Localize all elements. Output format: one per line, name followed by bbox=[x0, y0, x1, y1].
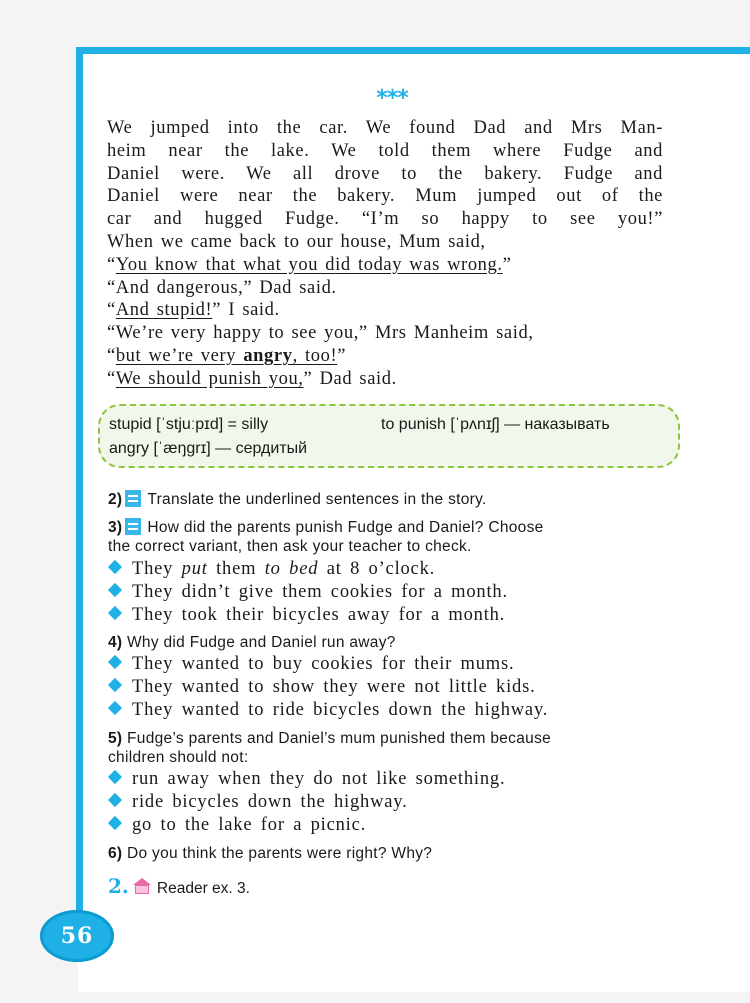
bold-word: angry bbox=[243, 345, 293, 366]
option-text: They didn’t give them cookies for a month. bbox=[132, 582, 508, 602]
story-line: We jumped into the car. We found Dad and Mrs Man- bbox=[107, 118, 663, 138]
option-item bbox=[108, 815, 366, 836]
quote-mark: ” bbox=[337, 345, 347, 366]
option-item bbox=[108, 769, 505, 790]
task-2 bbox=[108, 490, 487, 509]
task-instruction: Why did Fudge and Daniel run away? bbox=[127, 634, 396, 651]
diamond-bullet-icon bbox=[108, 606, 122, 620]
page-number-badge bbox=[40, 910, 114, 962]
option-text: They wanted to ride bicycles down the highway. bbox=[132, 700, 549, 720]
frame-top-border bbox=[76, 47, 750, 54]
story-line bbox=[107, 254, 663, 277]
diamond-bullet-icon bbox=[108, 678, 122, 692]
quote-mark: ” bbox=[502, 254, 512, 275]
task-number: 4) bbox=[108, 634, 123, 651]
option-text: them bbox=[207, 559, 265, 579]
vocab-stupid: stupid [ˈstjuːpɪd] = silly bbox=[109, 416, 269, 433]
task-3-line-2: the correct variant, then ask your teacher to check. bbox=[108, 538, 472, 555]
task-instruction: Do you think the parents were right? Why? bbox=[127, 845, 433, 862]
underlined-sentence: You know that what you did today was wrong. bbox=[115, 254, 503, 275]
textbook-icon bbox=[125, 490, 141, 507]
option-text: They bbox=[132, 559, 182, 579]
exercise-text: Reader ex. 3. bbox=[156, 880, 250, 897]
frame-left-border bbox=[76, 47, 83, 932]
task-number: 5) bbox=[108, 730, 123, 747]
underlined-sentence bbox=[116, 346, 337, 366]
option-text: They took their bicycles away for a month. bbox=[132, 605, 506, 625]
task-instruction: How did the parents punish Fudge and Daniel? Choose bbox=[147, 519, 544, 536]
italic-text: to bed bbox=[264, 559, 319, 579]
option-text: at 8 o’clock. bbox=[318, 559, 436, 579]
reader-house-icon bbox=[133, 878, 151, 894]
diamond-bullet-icon bbox=[108, 583, 122, 597]
story-line: “And dangerous,” Dad said. bbox=[107, 277, 337, 298]
task-5-line-2: children should not: bbox=[108, 749, 249, 766]
story-line: car and hugged Fudge. “I’m so happy to see you!” bbox=[107, 209, 663, 230]
option-text: run away when they do not like something. bbox=[132, 769, 506, 789]
task-number: 6) bbox=[108, 845, 123, 862]
task-number: 3) bbox=[108, 519, 123, 536]
story-line bbox=[107, 299, 663, 322]
option-text: They wanted to show they were not little kids. bbox=[132, 677, 536, 697]
task-6 bbox=[108, 845, 432, 863]
option-item bbox=[108, 559, 435, 580]
option-item bbox=[108, 792, 408, 813]
diamond-bullet-icon bbox=[108, 770, 122, 784]
story-line bbox=[107, 345, 663, 368]
quote-mark: “ bbox=[107, 254, 116, 275]
story-text-rest: ” Dad said. bbox=[303, 368, 397, 389]
option-item bbox=[108, 677, 536, 698]
option-text: ride bicycles down the highway. bbox=[132, 792, 408, 812]
underlined-part: but we’re very bbox=[115, 345, 244, 366]
vocab-punish: to punish [ˈpʌnɪʃ] — наказывать bbox=[381, 416, 610, 433]
diamond-bullet-icon bbox=[108, 816, 122, 830]
underlined-part: , too! bbox=[292, 345, 338, 366]
exercise-number: 2. bbox=[108, 874, 129, 898]
diamond-bullet-icon bbox=[108, 701, 122, 715]
vocabulary-box bbox=[98, 404, 680, 468]
task-3 bbox=[108, 518, 544, 537]
story-text bbox=[107, 117, 663, 391]
task-5 bbox=[108, 730, 551, 748]
option-text: They wanted to buy cookies for their mums. bbox=[132, 654, 515, 674]
task-instruction: Translate the underlined sentences in the story. bbox=[147, 491, 487, 508]
section-separator: *** bbox=[376, 86, 408, 111]
option-item bbox=[108, 700, 548, 721]
underlined-sentence: We should punish you, bbox=[115, 368, 304, 389]
underlined-sentence: And stupid! bbox=[115, 300, 213, 321]
story-line: When we came back to our house, Mum said, bbox=[107, 231, 486, 252]
story-line bbox=[107, 368, 663, 391]
story-line: “We’re very happy to see you,” Mrs Manheim said, bbox=[107, 323, 534, 344]
diamond-bullet-icon bbox=[108, 560, 122, 574]
option-item bbox=[108, 582, 508, 603]
italic-text: put bbox=[181, 559, 208, 579]
story-line: Daniel were near the bakery. Mum jumped out of the bbox=[107, 186, 663, 207]
quote-mark: “ bbox=[107, 368, 116, 389]
diamond-bullet-icon bbox=[108, 793, 122, 807]
diamond-bullet-icon bbox=[108, 655, 122, 669]
page-number: 56 bbox=[60, 923, 94, 949]
story-line: heim near the lake. We told them where Fudge and bbox=[107, 140, 663, 161]
task-instruction: Fudge’s parents and Daniel’s mum punished them because bbox=[127, 730, 552, 747]
option-item bbox=[108, 654, 514, 675]
quote-mark: “ bbox=[107, 300, 116, 321]
option-text: go to the lake for a picnic. bbox=[132, 815, 367, 835]
option-item bbox=[108, 605, 505, 626]
task-number: 2) bbox=[108, 491, 123, 508]
vocab-angry: angry [ˈæŋgrɪ] — сердитый bbox=[109, 440, 308, 457]
textbook-icon bbox=[125, 518, 141, 535]
story-line: Daniel were. We all drove to the bakery. Fudge and bbox=[107, 163, 663, 184]
task-4 bbox=[108, 634, 396, 652]
exercise-2 bbox=[108, 874, 250, 898]
quote-mark: “ bbox=[107, 345, 116, 366]
story-text-rest: ” I said. bbox=[212, 300, 280, 321]
